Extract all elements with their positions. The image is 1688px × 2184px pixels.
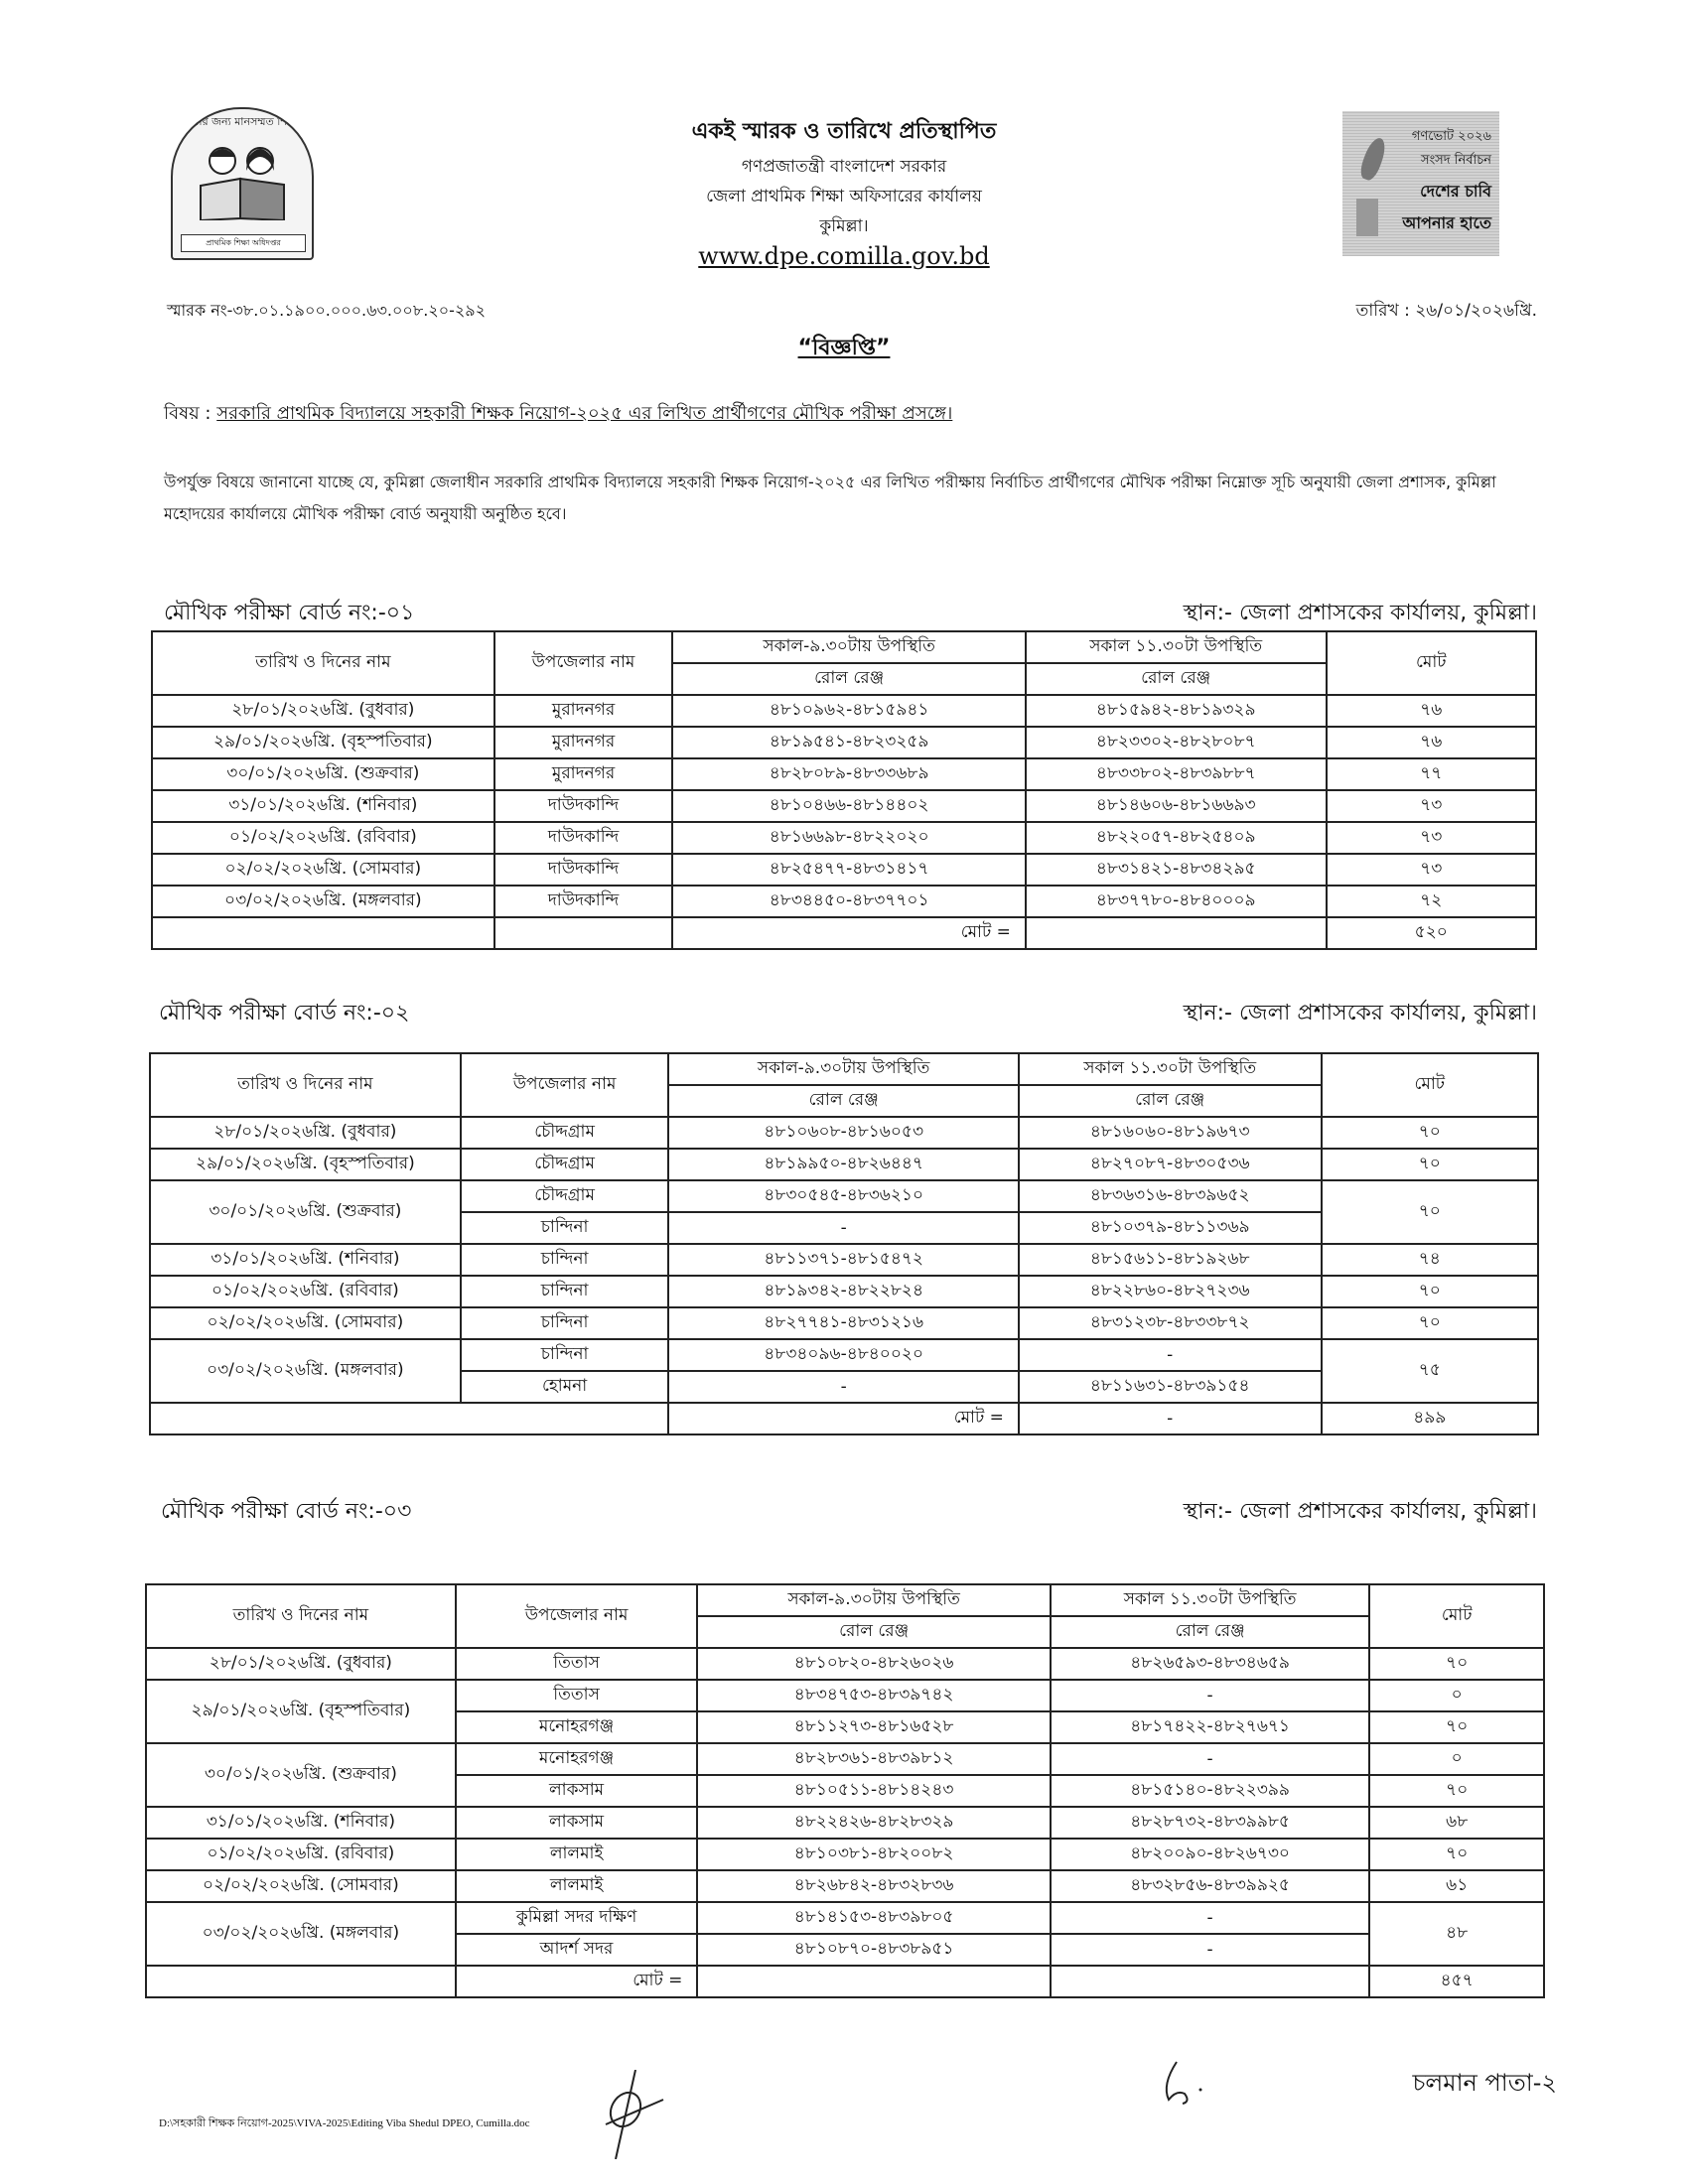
total-cell: ৭৭ (1327, 758, 1537, 790)
empty-cell (697, 1966, 1050, 1997)
total-cell: ৭০ (1322, 1149, 1539, 1180)
header-upazila: উপজেলার নাম (494, 631, 673, 695)
badge-line-4: আপনার হাতে (1402, 213, 1491, 232)
header-slot2: সকাল ১১.৩০টা উপস্থিতি (1026, 631, 1327, 663)
empty-cell (146, 1966, 456, 1997)
slot1-cell: ৪৮৩০৫৪৫-৪৮৩৬২১০ (668, 1180, 1018, 1212)
header-date-day: তারিখ ও দিনের নাম (146, 1584, 456, 1648)
logo-arc-text: সবার জন্য মানসম্মত শিক্ষা (185, 115, 300, 128)
slot2-cell: - (1019, 1339, 1322, 1371)
handwritten-initials-icon (1157, 2060, 1206, 2105)
table-row (150, 1180, 1538, 1212)
table-row (146, 1680, 1544, 1711)
table-row (146, 1902, 1544, 1934)
date-cell: ২৮/০১/২০২৬খ্রি. (বুধবার) (150, 1117, 461, 1149)
header-roll-range: রোল রেঞ্জ (1051, 1616, 1370, 1648)
date-cell: ২৮/০১/২০২৬খ্রি. (বুধবার) (152, 695, 494, 727)
table-row (146, 1870, 1544, 1902)
table-row (152, 886, 1536, 917)
date-cell: ৩০/০১/২০২৬খ্রি. (শুক্রবার) (146, 1743, 456, 1807)
table-row (152, 822, 1536, 854)
subject-text: সরকারি প্রাথমিক বিদ্যালয়ে সহকারী শিক্ষক নিয়োগ-২০২৫ এর লিখিত প্রার্থীগণের মৌখিক পরীক্ষা প্রসঙ্গে। (216, 403, 953, 424)
slot2-cell: ৪৮২৭০৮৭-৪৮৩০৫৩৬ (1019, 1149, 1322, 1180)
slot1-cell: ৪৮১১২৭৩-৪৮১৬৫২৮ (697, 1711, 1050, 1743)
header-roll-range: রোল রেঞ্জ (668, 1085, 1018, 1117)
total-cell: ০ (1369, 1743, 1544, 1775)
slot2-cell: ৪৮১১৬৩১-৪৮৩৯১৫৪ (1019, 1371, 1322, 1403)
total-cell: ৭৩ (1327, 822, 1537, 854)
date-cell: ২৯/০১/২০২৬খ্রি. (বৃহস্পতিবার) (146, 1680, 456, 1743)
total-cell: ৭৬ (1327, 727, 1537, 758)
slot2-cell: - (1051, 1934, 1370, 1966)
upazila-cell: মুরাদনগর (494, 727, 673, 758)
board-3-title: মৌখিক পরীক্ষা বোর্ড নং:-০৩ (161, 1499, 412, 1524)
table-header-row (152, 631, 1536, 663)
upazila-cell: দাউদকান্দি (494, 886, 673, 917)
slot2-cell: ৪৮১৫১৪০-৪৮২২৩৯৯ (1051, 1775, 1370, 1807)
upazila-cell: চান্দিনা (461, 1307, 669, 1339)
table-row (152, 727, 1536, 758)
slot2-total-cell (1026, 917, 1327, 949)
upazila-cell: লালমাই (456, 1870, 698, 1902)
header-slot1: সকাল-৯.৩০টায় উপস্থিতি (668, 1053, 1018, 1085)
upazila-cell: লাকসাম (456, 1775, 698, 1807)
slot1-cell: ৪৮১০৬০৮-৪৮১৬০৫৩ (668, 1117, 1018, 1149)
logo-banner-text: প্রাথমিক শিক্ষা অধিদপ্তর (181, 234, 306, 252)
website-link[interactable]: www.dpe.comilla.gov.bd (698, 242, 990, 270)
slot2-cell: ৪৮৩৩৮০২-৪৮৩৯৮৮৭ (1026, 758, 1327, 790)
total-cell: ৭০ (1322, 1307, 1539, 1339)
upazila-cell: মুরাদনগর (494, 695, 673, 727)
file-path: D:\সহকারী শিক্ষক নিয়োগ-2025\VIVA-2025\Editing Viba Shedul DPEO, Cumilla.doc (159, 2117, 530, 2129)
date-cell: ০৩/০২/২০২৬খ্রি. (মঙ্গলবার) (146, 1902, 456, 1966)
board-3-location: স্থান:- জেলা প্রশাসকের কার্যালয়, কুমিল্লা। (1183, 1499, 1537, 1524)
upazila-cell: দাউদকান্দি (494, 822, 673, 854)
date-cell: ০১/০২/২০২৬খ্রি. (রবিবার) (146, 1839, 456, 1870)
badge-line-1: গণভোট ২০২৬ (1411, 129, 1491, 144)
header-slot2: সকাল ১১.৩০টা উপস্থিতি (1051, 1584, 1370, 1616)
notice-title (0, 331, 1688, 367)
table-row (150, 1339, 1538, 1371)
total-cell: ৭৬ (1327, 695, 1537, 727)
slot1-cell: ৪৮২২৪২৬-৪৮২৮৩২৯ (697, 1807, 1050, 1839)
board-2-table (149, 1052, 1539, 1435)
badge-line-3: দেশের চাবি (1420, 182, 1491, 201)
header-date-day: তারিখ ও দিনের নাম (152, 631, 494, 695)
slot1-cell: ৪৮২৫৪৭৭-৪৮৩১৪১৭ (672, 854, 1025, 886)
upazila-cell: দাউদকান্দি (494, 790, 673, 822)
slot1-cell: ৪৮১৯৫৪১-৪৮২৩২৫৯ (672, 727, 1025, 758)
table-header-row (150, 1053, 1538, 1085)
upazila-cell: চান্দিনা (461, 1276, 669, 1307)
table-row (152, 695, 1536, 727)
board-1-table (151, 630, 1537, 950)
election-badge (1342, 111, 1499, 256)
header-total: মোট (1327, 631, 1537, 695)
date-cell: ০২/০২/২০২৬খ্রি. (সোমবার) (146, 1870, 456, 1902)
date-cell: ০২/০২/২০২৬খ্রি. (সোমবার) (152, 854, 494, 886)
upazila-cell: হোমনা (461, 1371, 669, 1403)
slot1-cell: ৪৮১১৩৭১-৪৮১৫৪৭২ (668, 1244, 1018, 1276)
total-label: মোট = (456, 1966, 698, 1997)
upazila-cell: চান্দিনা (461, 1244, 669, 1276)
table-row (150, 1276, 1538, 1307)
total-cell: ৭০ (1322, 1180, 1539, 1244)
table-row (146, 1807, 1544, 1839)
header-total: মোট (1369, 1584, 1544, 1648)
header-slot1: সকাল-৯.৩০টায় উপস্থিতি (697, 1584, 1050, 1616)
slot2-cell: ৪৮১৫৯৪২-৪৮১৯৩২৯ (1026, 695, 1327, 727)
slot1-cell: ৪৮২৬৮৪২-৪৮৩২৮৩৬ (697, 1870, 1050, 1902)
slot2-cell: ৪৮২৬৫৯৩-৪৮৩৪৬৫৯ (1051, 1648, 1370, 1680)
upazila-cell: লালমাই (456, 1839, 698, 1870)
office-name: জেলা প্রাথমিক শিক্ষা অফিসারের কার্যালয় (706, 187, 982, 206)
slot2-cell: - (1051, 1743, 1370, 1775)
upazila-cell: মনোহরগঞ্জ (456, 1743, 698, 1775)
table-total-row (146, 1966, 1544, 1997)
upazila-cell: মনোহরগঞ্জ (456, 1711, 698, 1743)
table-row (150, 1244, 1538, 1276)
total-label: মোট = (672, 917, 1025, 949)
slot1-cell: - (668, 1212, 1018, 1244)
upazila-cell: চৌদ্দগ্রাম (461, 1180, 669, 1212)
slot2-cell: - (1051, 1680, 1370, 1711)
upazila-cell: কুমিল্লা সদর দক্ষিণ (456, 1902, 698, 1934)
date-cell: ৩০/০১/২০২৬খ্রি. (শুক্রবার) (150, 1180, 461, 1244)
slot1-cell: ৪৮১৯৩৪২-৪৮২২৮২৪ (668, 1276, 1018, 1307)
table-row (146, 1648, 1544, 1680)
total-cell: ৬৮ (1369, 1807, 1544, 1839)
slot2-cell: ৪৮৩১২৩৮-৪৮৩৩৮৭২ (1019, 1307, 1322, 1339)
empty-cell (152, 917, 494, 949)
slot2-cell: ৪৮৩১৪২১-৪৮৩৪২৯৫ (1026, 854, 1327, 886)
header-slot2: সকাল ১১.৩০টা উপস্থিতি (1019, 1053, 1322, 1085)
date-cell: ৩০/০১/২০২৬খ্রি. (শুক্রবার) (152, 758, 494, 790)
table-row (150, 1307, 1538, 1339)
upazila-cell: আদর্শ সদর (456, 1934, 698, 1966)
header-roll-range: রোল রেঞ্জ (697, 1616, 1050, 1648)
table-row (146, 1743, 1544, 1775)
grand-total-cell: ৪৫৭ (1369, 1966, 1544, 1997)
slot2-cell: ৪৮৩২৮৫৬-৪৮৩৯৯২৫ (1051, 1870, 1370, 1902)
header-date-day: তারিখ ও দিনের নাম (150, 1053, 461, 1117)
government-name: গণপ্রজাতন্ত্রী বাংলাদেশ সরকার (741, 157, 947, 177)
total-cell: ৭০ (1369, 1775, 1544, 1807)
date-cell: ৩১/০১/২০২৬খ্রি. (শনিবার) (150, 1244, 461, 1276)
slot1-cell: ৪৮৩৪৭৫৩-৪৮৩৯৭৪২ (697, 1680, 1050, 1711)
upazila-cell: লাকসাম (456, 1807, 698, 1839)
memo-number: স্মারক নং-৩৮.০১.১৯০০.০০০.৬৩.০০৮.২০-২৯২ (167, 301, 487, 320)
upazila-cell: চৌদ্দগ্রাম (461, 1149, 669, 1180)
slot2-cell: ৪৮২২০৫৭-৪৮২৫৪০৯ (1026, 822, 1327, 854)
upazila-cell: চান্দিনা (461, 1212, 669, 1244)
table-total-row (152, 917, 1536, 949)
slot2-cell: ৪৮২৮৭৩২-৪৮৩৯৯৮৫ (1051, 1807, 1370, 1839)
header-roll-range: রোল রেঞ্জ (1019, 1085, 1322, 1117)
slot2-cell: - (1051, 1902, 1370, 1934)
date-cell: ০১/০২/২০২৬খ্রি. (রবিবার) (152, 822, 494, 854)
slot1-cell: ৪৮৩৪৪৫০-৪৮৩৭৭০১ (672, 886, 1025, 917)
city-name: কুমিল্লা। (819, 216, 869, 236)
total-cell: ৭৪ (1322, 1244, 1539, 1276)
table-row (152, 854, 1536, 886)
header-roll-range: রোল রেঞ্জ (672, 663, 1025, 695)
slot1-cell: ৪৮১০৫১১-৪৮১৪২৪৩ (697, 1775, 1050, 1807)
table-row (152, 758, 1536, 790)
slot1-cell: ৪৮২৭৭৪১-৪৮৩১২১৬ (668, 1307, 1018, 1339)
total-label: মোট = (668, 1403, 1018, 1434)
slot2-cell: ৪৮৩৬৩১৬-৪৮৩৯৬৫২ (1019, 1180, 1322, 1212)
table-header-row (146, 1584, 1544, 1616)
upazila-cell: তিতাস (456, 1648, 698, 1680)
table-row (150, 1117, 1538, 1149)
total-cell: ৭০ (1369, 1648, 1544, 1680)
table-row (150, 1149, 1538, 1180)
empty-cell (150, 1403, 668, 1434)
date-cell: ০৩/০২/২০২৬খ্রি. (মঙ্গলবার) (152, 886, 494, 917)
upazila-cell: চান্দিনা (461, 1339, 669, 1371)
slot1-cell: - (668, 1371, 1018, 1403)
total-cell: ৭২ (1327, 886, 1537, 917)
slot2-cell: ৪৮১৪৬০৬-৪৮১৬৬৯৩ (1026, 790, 1327, 822)
slot1-cell: ৪৮২৮০৮৯-৪৮৩৩৬৮৯ (672, 758, 1025, 790)
date-cell: ৩১/০১/২০২৬খ্রি. (শনিবার) (146, 1807, 456, 1839)
slot1-cell: ৪৮৩৪০৯৬-৪৮৪০০২০ (668, 1339, 1018, 1371)
header-roll-range: রোল রেঞ্জ (1026, 663, 1327, 695)
badge-line-2: সংসদ নির্বাচন (1421, 153, 1491, 168)
slot1-cell: ৪৮১০৮২০-৪৮২৬০২৬ (697, 1648, 1050, 1680)
total-cell: ৭৩ (1327, 854, 1537, 886)
date-cell: ৩১/০১/২০২৬খ্রি. (শনিবার) (152, 790, 494, 822)
subject-label: বিষয় : (164, 403, 217, 424)
total-cell: ৭০ (1369, 1839, 1544, 1870)
replaced-note: একই স্মারক ও তারিখে প্রতিস্থাপিত (691, 119, 997, 144)
total-cell: ৭৩ (1327, 790, 1537, 822)
board-2-location: স্থান:- জেলা প্রশাসকের কার্যালয়, কুমিল্লা। (1183, 1001, 1537, 1025)
slot1-cell: ৪৮১০৪৬৬-৪৮১৪৪০২ (672, 790, 1025, 822)
slot1-cell: ৪৮১৯৯৫০-৪৮২৬৪৪৭ (668, 1149, 1018, 1180)
date-cell: ২৯/০১/২০২৬খ্রি. (বৃহস্পতিবার) (152, 727, 494, 758)
header-upazila: উপজেলার নাম (456, 1584, 698, 1648)
slot2-cell: ৪৮৩৭৭৮০-৪৮৪০০০৯ (1026, 886, 1327, 917)
total-cell: ৭৫ (1322, 1339, 1539, 1403)
upazila-cell: মুরাদনগর (494, 758, 673, 790)
slot2-cell: ৪৮২০০৯০-৪৮২৬৭৩০ (1051, 1839, 1370, 1870)
slot2-total-cell (1051, 1966, 1370, 1997)
grand-total-cell: ৫২০ (1327, 917, 1537, 949)
notice-title-text: “বিজ্ঞপ্তি” (797, 336, 891, 360)
total-cell: ৭০ (1322, 1117, 1539, 1149)
slot1-cell: ৪৮১০৮৭০-৪৮৩৮৯৫১ (697, 1934, 1050, 1966)
slot1-cell: ৪৮১০৩৮১-৪৮২০০৮২ (697, 1839, 1050, 1870)
slot2-cell: ৪৮১০৩৭৯-৪৮১১৩৬৯ (1019, 1212, 1322, 1244)
slot2-cell: ৪৮১৬০৬০-৪৮১৯৬৭৩ (1019, 1117, 1322, 1149)
total-cell: ৭০ (1369, 1711, 1544, 1743)
empty-cell (494, 917, 673, 949)
slot1-cell: ৪৮১৬৬৯৮-৪৮২২০২০ (672, 822, 1025, 854)
table-row (146, 1839, 1544, 1870)
slot1-cell: ৪৮১৪১৫৩-৪৮৩৯৮০৫ (697, 1902, 1050, 1934)
board-3-table (145, 1583, 1545, 1998)
subject-line (164, 399, 952, 430)
total-cell: ৪৮ (1369, 1902, 1544, 1966)
handwritten-signature-icon (596, 2070, 665, 2159)
upazila-cell: তিতাস (456, 1680, 698, 1711)
header-upazila: উপজেলার নাম (461, 1053, 669, 1117)
board-1-title: মৌখিক পরীক্ষা বোর্ড নং:-০১ (164, 601, 415, 625)
header-slot1: সকাল-৯.৩০টায় উপস্থিতি (672, 631, 1025, 663)
ballot-box-icon (1356, 199, 1378, 236)
slot1-cell: ৪৮২৮৩৬১-৪৮৩৯৮১২ (697, 1743, 1050, 1775)
board-2-title: মৌখিক পরীক্ষা বোর্ড নং:-০২ (159, 1001, 410, 1025)
board-1-location: স্থান:- জেলা প্রশাসকের কার্যালয়, কুমিল্লা। (1183, 601, 1537, 625)
slot2-cell: ৪৮২২৮৬০-৪৮২৭২৩৬ (1019, 1276, 1322, 1307)
upazila-cell: চৌদ্দগ্রাম (461, 1117, 669, 1149)
grand-total-cell: ৪৯৯ (1322, 1403, 1539, 1434)
table-total-row (150, 1403, 1538, 1434)
date-cell: ০২/০২/২০২৬খ্রি. (সোমবার) (150, 1307, 461, 1339)
body-paragraph: উপর্যুক্ত বিষয়ে জানানো যাচ্ছে যে, কুমিল্লা জেলাধীন সরকারি প্রাথমিক বিদ্যালয়ে সহকারী শিক্ষক নিয়োগ-২০২৫ এর লিখিত পরীক্ষায় নির্বাচিত প্রার্থীগণের মৌখিক পরীক্ষা নিম্নোক্ত সূচি অনুযায়ী জেলা প্রশাসক, কুমিল্লা মহোদয়ের কার্যালয়ে মৌখিক পরীক্ষা বোর্ড অনুযায়ী অনুষ্ঠিত হবে। (164, 473, 1496, 523)
slot2-cell: ৪৮২৩৩০২-৪৮২৮০৮৭ (1026, 727, 1327, 758)
date-cell: ২৮/০১/২০২৬খ্রি. (বুধবার) (146, 1648, 456, 1680)
total-cell: ৬১ (1369, 1870, 1544, 1902)
slot2-cell: ৪৮১৫৬১১-৪৮১৯২৬৮ (1019, 1244, 1322, 1276)
feather-icon (1357, 135, 1389, 183)
slot2-total-cell: - (1019, 1403, 1322, 1434)
date-cell: ২৯/০১/২০২৬খ্রি. (বৃহস্পতিবার) (150, 1149, 461, 1180)
total-cell: ০ (1369, 1680, 1544, 1711)
upazila-cell: দাউদকান্দি (494, 854, 673, 886)
date-cell: ০৩/০২/২০২৬খ্রি. (মঙ্গলবার) (150, 1339, 461, 1403)
slot2-cell: ৪৮১৭৪২২-৪৮২৭৬৭১ (1051, 1711, 1370, 1743)
table-row (152, 790, 1536, 822)
header-total: মোট (1322, 1053, 1539, 1117)
date-cell: ০১/০২/২০২৬খ্রি. (রবিবার) (150, 1276, 461, 1307)
total-cell: ৭০ (1322, 1276, 1539, 1307)
continued-page-label: চলমান পাতা-২ (1412, 2069, 1557, 2097)
memo-date: তারিখ : ২৬/০১/২০২৬খ্রি. (1355, 301, 1537, 321)
slot1-cell: ৪৮১০৯৬২-৪৮১৫৯৪১ (672, 695, 1025, 727)
